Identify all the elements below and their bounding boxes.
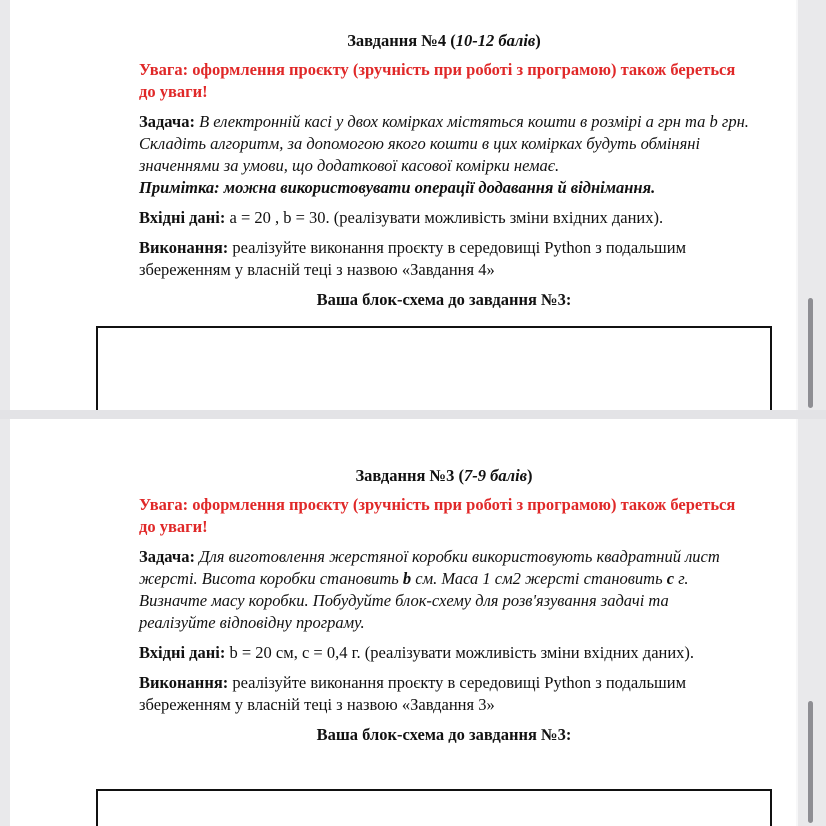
screenshot-separator [0, 410, 826, 419]
task4-execution: Виконання: реалізуйте виконання проєкту в середовищі Python з подальшим збереженням у власній теці з назвою «Завдання 4» [139, 238, 687, 279]
task3-execution: Виконання: реалізуйте виконання проєкту в середовищі Python з подальшим збереженням у власній теці з назвою «Завдання 3» [139, 673, 687, 714]
task4-title: Завдання №4 (10-12 балів) [347, 31, 541, 50]
task4-scheme-title: Ваша блок-схема до завдання №3: [316, 290, 572, 309]
left-gutter [0, 0, 10, 410]
task3-page [139, 465, 749, 746]
task3-title: Завдання №3 (7-9 балів) [355, 466, 533, 485]
task4-input: Вхідні дані: a = 20 , b = 30. (реалізувати можливість зміни вхідних даних). [139, 208, 664, 227]
screenshot-task3 [0, 419, 826, 826]
scrollbar-thumb[interactable] [808, 701, 813, 823]
task4-page [139, 30, 749, 311]
task3-input: Вхідні дані: b = 20 см, c = 0,4 г. (реалізувати можливість зміни вхідних даних). [139, 643, 695, 662]
task4-problem: Задача: В електронній касі у двох комірках містяться кошти в розмірі а грн та b грн. Складіть алгоритм, за допомогою якого кошти в цих комірках будуть обміняні значеннями за умови, що додаткової касової комірки немає. Примітка: можна використовувати операції додавання й віднімання. [139, 112, 749, 197]
task3-scheme-box [96, 789, 772, 826]
left-gutter [0, 419, 10, 826]
task4-warning: Увага: оформлення проєкту (зручність при роботі з програмою) також береться до уваги! [139, 60, 736, 101]
scrollbar-thumb[interactable] [808, 298, 813, 408]
screenshot-task4 [0, 0, 826, 410]
task4-note: Примітка: можна використовувати операції додавання й віднімання. [139, 178, 656, 197]
task3-warning: Увага: оформлення проєкту (зручність при роботі з програмою) також береться до уваги! [139, 495, 736, 536]
task4-scheme-box [96, 326, 772, 410]
task3-problem: Задача: Для виготовлення жерстяної коробки використовують квадратний лист жерсті. Висота коробки становить b см. Маса 1 см2 жерсті становить c г. Визначте масу коробки. Побудуйте блок-схему для розв'язування задачі та реалізуйте відповідну програму. [139, 547, 720, 632]
task3-scheme-title: Ваша блок-схема до завдання №3: [316, 725, 572, 744]
